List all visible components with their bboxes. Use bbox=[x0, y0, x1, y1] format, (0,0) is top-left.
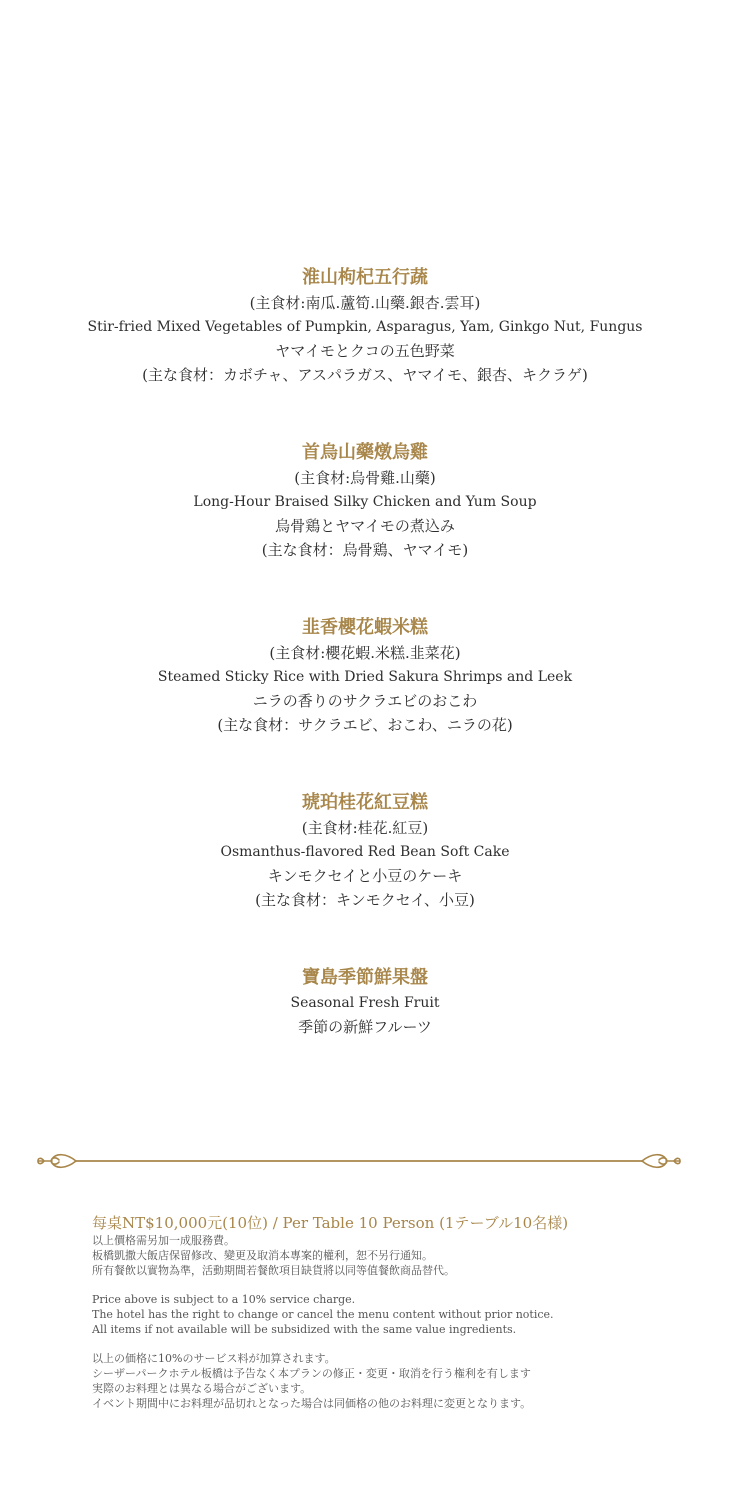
dish-item bbox=[0, 965, 730, 1039]
dish-ingredients-jp: (主な食材：烏骨鶏、ヤマイモ) bbox=[261, 541, 469, 559]
dish-ingredients-zh: (主食材:櫻花蝦.米糕.韭菜花) bbox=[269, 644, 461, 662]
dish-ingredients-zh: (主食材:桂花.紅豆) bbox=[301, 819, 429, 837]
dish-ingredients-zh: (主食材:烏骨雞.山藥) bbox=[294, 469, 436, 487]
dish-name-english: Long-Hour Braised Silky Chicken and Yum Soup bbox=[193, 494, 537, 510]
dish-title: 寶島季節鮮果盤 bbox=[302, 967, 428, 988]
footer-notes bbox=[92, 1213, 712, 1411]
note-zh: 所有餐飲以實物為準，活動期間若餐飲項目缺貨將以同等值餐飲商品替代。 bbox=[92, 1264, 455, 1277]
note-jp: イベント期間中にお料理が品切れとなった場合は同価格の他のお料理に変更となります。 bbox=[92, 1397, 532, 1410]
dish-title: 韭香櫻花蝦米糕 bbox=[302, 617, 428, 638]
dish-ingredients-jp: (主な食材：カボチャ、アスパラガス、ヤマイモ、銀杏、キクラゲ) bbox=[142, 366, 588, 384]
note-jp: 実際のお料理とは異なる場合がございます。 bbox=[92, 1382, 312, 1395]
dish-name-english: Seasonal Fresh Fruit bbox=[290, 995, 440, 1011]
price-line: 每桌NT$10,000元(10位) / Per Table 10 Person (1テーブル10名様) bbox=[92, 1214, 569, 1232]
dish-item bbox=[0, 440, 730, 562]
dish-name-japanese: ヤマイモとクコの五色野菜 bbox=[275, 342, 455, 360]
note-zh: 板橋凱撒大飯店保留修改、變更及取消本專案的權利，恕不另行通知。 bbox=[92, 1249, 433, 1262]
dish-item bbox=[0, 265, 730, 387]
note-zh: 以上價格需另加一成服務費。 bbox=[92, 1234, 235, 1247]
dish-item bbox=[0, 615, 730, 737]
dish-title: 琥珀桂花紅豆糕 bbox=[302, 792, 428, 813]
dish-name-japanese: キンモクセイと小豆のケーキ bbox=[267, 867, 463, 885]
note-en: Price above is subject to a 10% service charge. bbox=[92, 1293, 356, 1306]
dish-name-english: Osmanthus-flavored Red Bean Soft Cake bbox=[220, 844, 510, 860]
note-en: The hotel has the right to change or cancel the menu content without prior notice. bbox=[92, 1308, 554, 1321]
note-en: All items if not available will be subsidized with the same value ingredients. bbox=[92, 1323, 517, 1336]
dish-title: 淮山枸杞五行蔬 bbox=[302, 267, 428, 288]
dish-name-japanese: ニラの香りのサクラエビのおこわ bbox=[252, 692, 478, 710]
dish-ingredients-jp: (主な食材：サクラエビ、おこわ、ニラの花) bbox=[217, 716, 513, 734]
note-jp: 以上の価格に10%のサービス料が加算されます。 bbox=[92, 1352, 336, 1365]
divider-flourish bbox=[36, 1150, 682, 1172]
dish-ingredients-jp: (主な食材：キンモクセイ、小豆) bbox=[255, 891, 475, 909]
dish-title: 首烏山藥燉烏雞 bbox=[302, 442, 428, 463]
dish-name-english: Stir-fried Mixed Vegetables of Pumpkin, Asparagus, Yam, Ginkgo Nut, Fungus bbox=[87, 319, 643, 335]
dish-name-japanese: 季節の新鮮フルーツ bbox=[298, 1018, 432, 1036]
dish-ingredients-zh: (主食材:南瓜.蘆筍.山藥.銀杏.雲耳) bbox=[249, 294, 481, 312]
dish-item bbox=[0, 790, 730, 912]
dish-name-english: Steamed Sticky Rice with Dried Sakura Shrimps and Leek bbox=[157, 669, 573, 685]
note-jp: シーザーパークホテル板橋は予告なく本プランの修正・変更・取消を行う権利を有します bbox=[92, 1367, 531, 1380]
dish-name-japanese: 烏骨鶏とヤマイモの煮込み bbox=[275, 517, 455, 535]
